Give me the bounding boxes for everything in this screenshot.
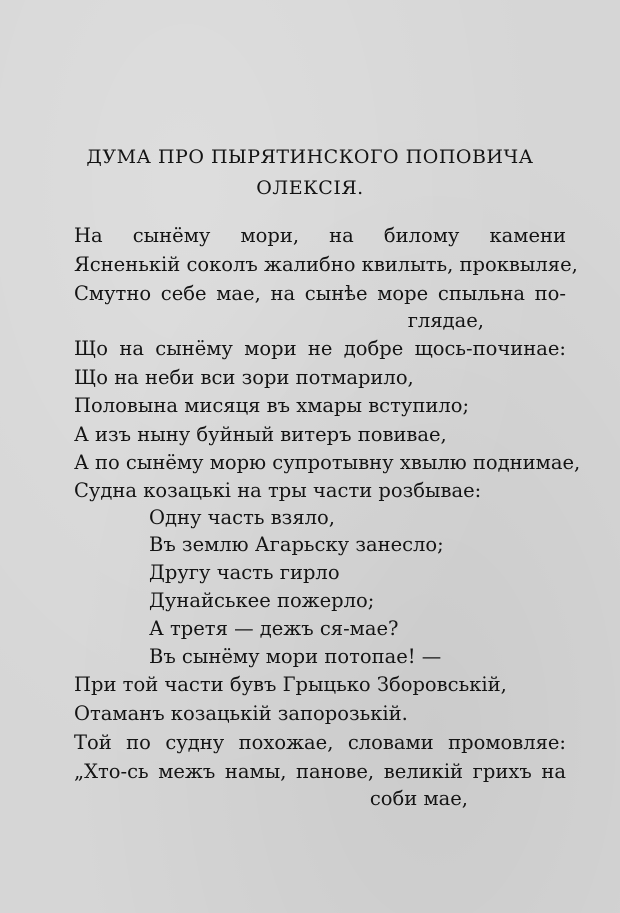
- verse-line-1: На сынёму мори, на билому камени: [74, 224, 566, 247]
- verse-line-3-continuation: глядае,: [407, 309, 484, 332]
- verse-line-16: При той части бувъ Грыцько Зборовській,: [74, 673, 507, 696]
- poem-title-line-2: ОЛЕКСІЯ.: [256, 177, 364, 199]
- verse-line-10: Одну часть взяло,: [149, 506, 335, 529]
- verse-line-15: Въ сынёму мори потопае! —: [149, 645, 442, 668]
- verse-line-12: Другу часть гирло: [149, 561, 340, 584]
- verse-line-9: Судна козацькі на тры части розбывае:: [74, 479, 482, 502]
- verse-line-18: Той по судну похожае, словами промовляе:: [74, 731, 566, 754]
- verse-line-5: Що на неби вси зори потмарило,: [74, 366, 414, 389]
- poem-title-line-1: ДУМА ПРО ПЫРЯТИНСКОГО ПОПОВИЧА: [86, 146, 534, 168]
- verse-line-11: Въ землю Агарьску занесло;: [149, 533, 444, 556]
- verse-line-7: А изъ ныну буйный витеръ повивае,: [74, 423, 447, 446]
- verse-line-13: Дунайськее пожерло;: [149, 589, 375, 612]
- verse-line-8: А по сынёму морю супротывну хвылю поднимае,: [74, 451, 581, 474]
- verse-line-19-continuation: соби мае,: [369, 787, 468, 810]
- verse-line-17: Отаманъ козацькій запорозькій.: [74, 702, 408, 725]
- verse-line-19: „Хто-сь межъ намы, панове, великій грихъ на: [74, 760, 566, 783]
- verse-line-2: Ясненькій соколъ жалибно квилыть, проквыляе,: [74, 253, 578, 276]
- verse-line-3: Смутно себе мае, на сынѣе море спыльна по-: [74, 282, 566, 305]
- verse-line-6: Половына мисяця въ хмары вступило;: [74, 394, 470, 417]
- verse-line-14: А третя — дежъ ся-мае?: [149, 617, 399, 640]
- verse-line-4: Що на сынёму мори не добре щось-починае:: [74, 337, 566, 360]
